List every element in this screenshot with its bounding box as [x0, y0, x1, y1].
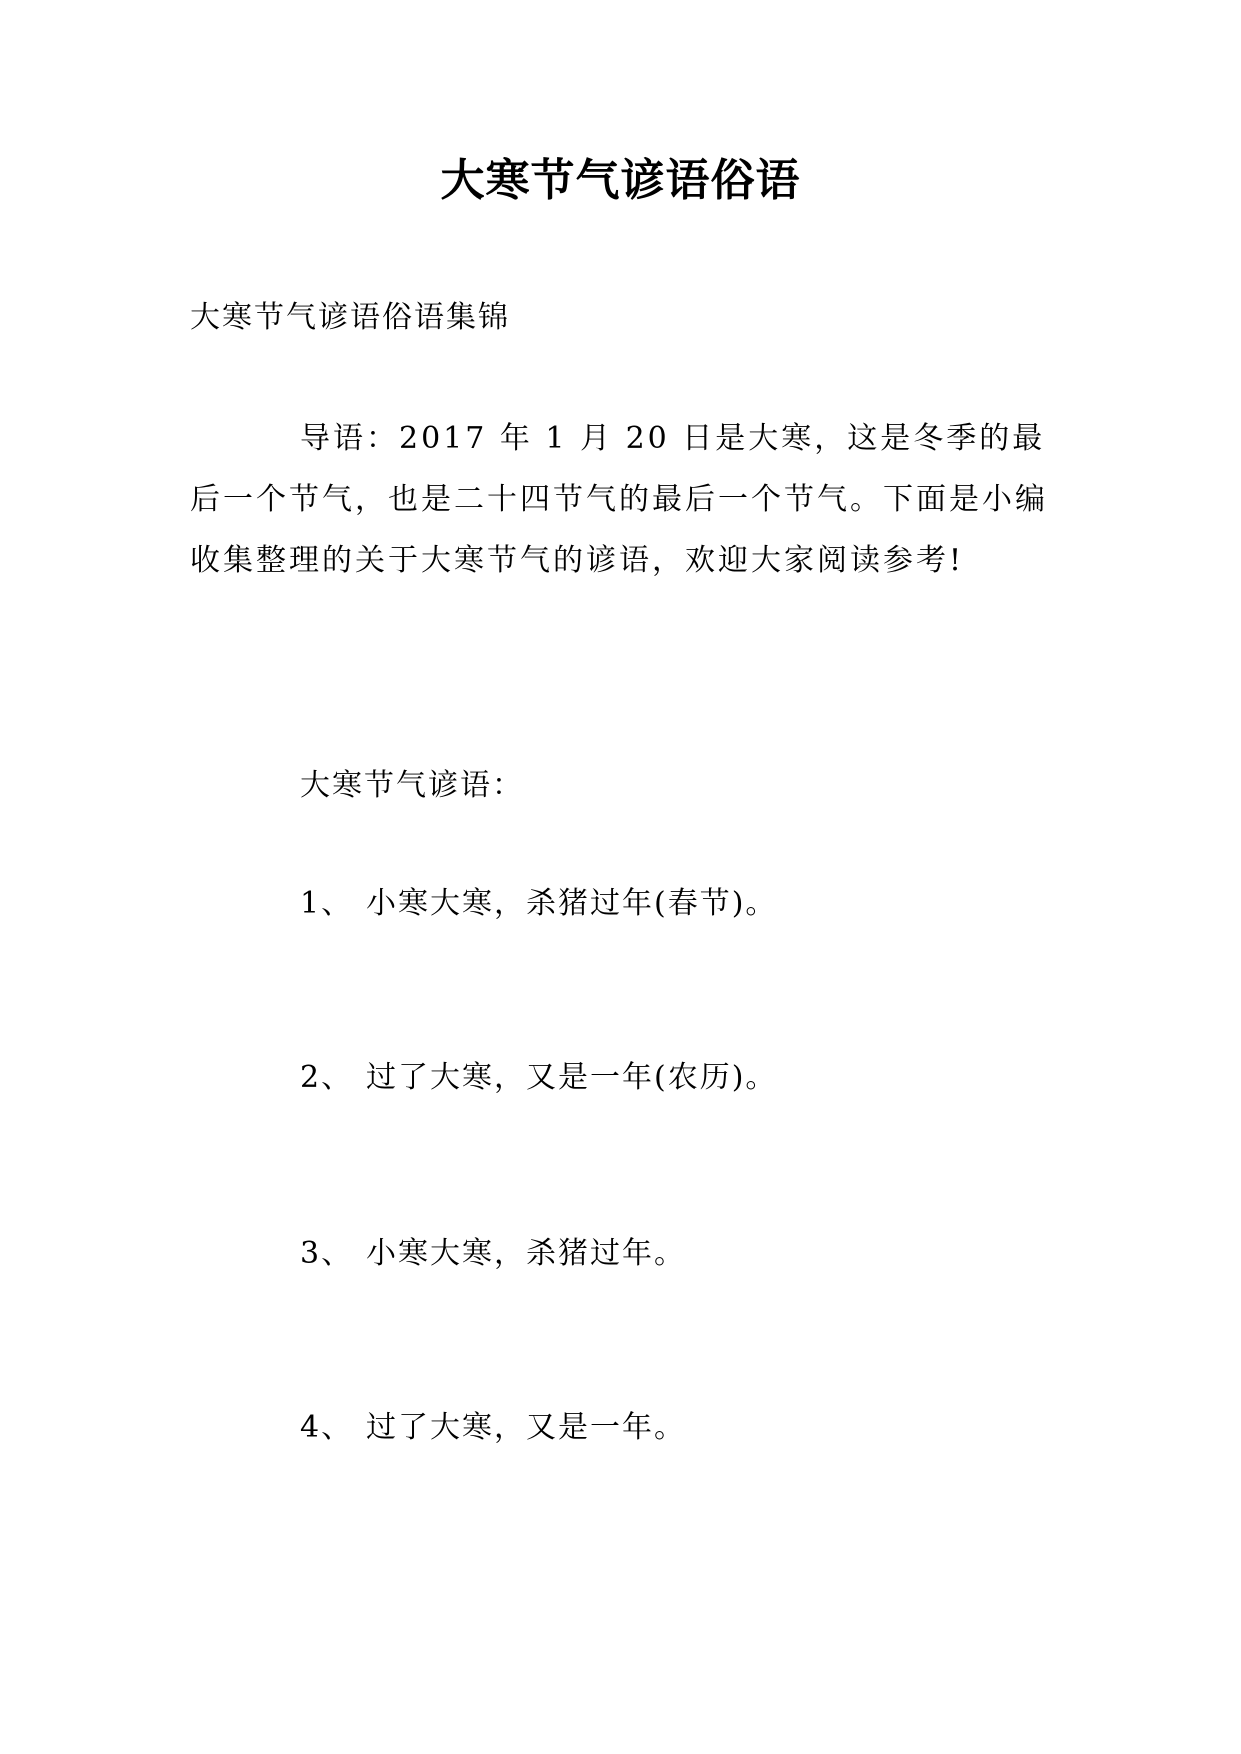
proverb-text: 小寒大寒，杀猪过年。: [366, 1236, 686, 1271]
document-title: 大寒节气谚语俗语: [440, 155, 801, 206]
proverb-number: 2、: [300, 1060, 354, 1095]
proverb-item: [300, 882, 777, 926]
proverb-item: [300, 1406, 686, 1450]
proverb-number: 4、: [300, 1410, 354, 1445]
section-heading: 大寒节气谚语：: [300, 768, 524, 803]
intro-paragraph: 导语：2017 年 1 月 20 日是大寒，这是冬季的最后一个节气，也是二十四节气的最后一个节气。下面是小编收集整理的关于大寒节气的谚语，欢迎大家阅读参考!: [190, 421, 1048, 578]
proverb-text: 过了大寒，又是一年。: [366, 1410, 686, 1445]
document-subtitle: 大寒节气谚语俗语集锦: [190, 300, 510, 335]
proverb-text: 小寒大寒，杀猪过年(春节)。: [366, 886, 778, 921]
proverb-number: 1、: [300, 886, 354, 921]
proverb-item: [300, 1232, 686, 1276]
proverb-text: 过了大寒，又是一年(农历)。: [366, 1060, 778, 1095]
proverb-number: 3、: [300, 1236, 354, 1271]
proverb-item: [300, 1056, 777, 1100]
